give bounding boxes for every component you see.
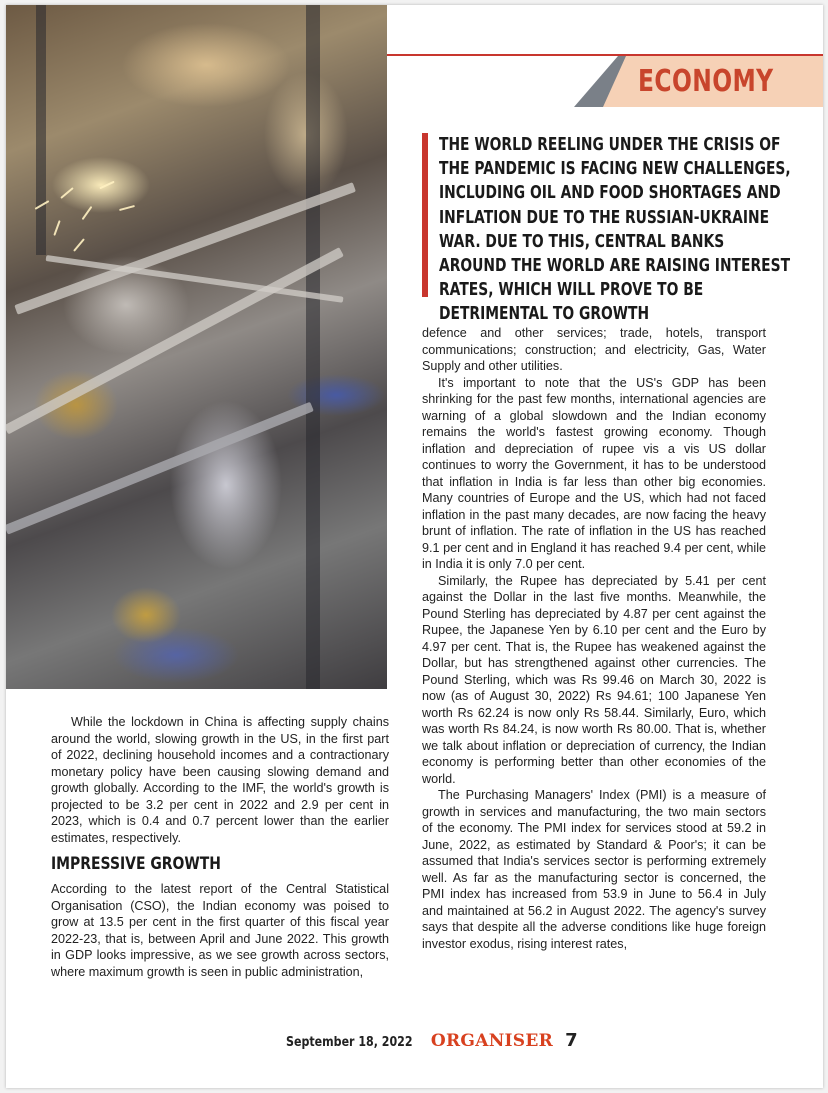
page-footer xyxy=(286,1030,578,1054)
body-paragraph: While the lockdown in China is affecting supply chains around the world, slowing growth in the US, in the first part of 2022, declining household incomes and a contractionary monetary policy have been causing slowing demand and growth globally. According to the IMF, the world's growth is projected to be 3.2 per cent in 2022 and 2.9 per cent in 2023, which is 0.4 and 0.7 percent lower than the earlier estimates, respectively. xyxy=(51,715,389,845)
right-column xyxy=(422,325,766,952)
body-paragraph: Similarly, the Rupee has depreciated by 5.41 per cent against the Dollar in the last five months. Meanwhile, the Pound Sterling has depreciated by 4.87 per cent against the Rupee, the Japanese Yen by 6.10 per cent and the Euro by 4.97 per cent. That is, the Rupee has weakened against the Dollar, but has strengthened against other currencies. The Pound Sterling, which was Rs 99.46 on March 30, 2022 is now (as of August 30, 2022) Rs 94.61; 100 Japanese Yen worth Rs 62.24 is now only Rs 58.44. Similarly, Euro, which was worth Rs 84.24, is now worth Rs 80.00. That is, whether we talk about inflation or depreciation of currency, the Indian economy is performing better than other economies of the world. xyxy=(422,573,766,786)
magazine-page xyxy=(6,5,823,1088)
section-label: ECONOMY xyxy=(638,64,774,99)
pull-quote: THE WORLD REELING UNDER THE CRISIS OF THE PANDEMIC IS FACING NEW CHALLENGES, INCLUDING OIL AND FOOD SHORTAGES AND INFLATION DUE TO THE RUSSIAN-UKRAINE WAR. DUE TO THIS, CENTRAL BANKS AROUND THE WORLD ARE RAISING INTEREST RATES, WHICH WILL PROVE TO BE DETRIMENTAL TO GROWTH xyxy=(439,134,791,325)
page-number: 7 xyxy=(565,1030,578,1051)
left-column xyxy=(51,714,389,980)
body-paragraph: defence and other services; trade, hotels, transport communications; construction; and electricity, Gas, Water Supply and other utilities. xyxy=(422,326,766,373)
publication-logo: ORGANISER xyxy=(430,1031,554,1051)
body-paragraph: According to the latest report of the Central Statistical Organisation (CSO), the Indian economy was poised to grow at 13.5 per cent in the first quarter of this fiscal year 2022-23, that is, between April and June 2022. This growth in GDP looks impressive, as we see growth across sectors, where maximum growth is seen in public administration, xyxy=(51,882,389,979)
section-heading: IMPRESSIVE GROWTH xyxy=(51,854,221,874)
factory-assembly-line-image xyxy=(6,5,387,689)
body-paragraph: The Purchasing Managers' Index (PMI) is a measure of growth in services and manufacturing, the two main sectors of the economy. The PMI index for services stood at 59.2 in June, 2022, as estimated by Standard & Poor's; it can be assumed that India's services sector is performing extremely well. As far as the manufacturing sector is concerned, the PMI index has increased from 53.9 in June to 56.4 in July and maintained at 56.2 in August 2022. The agency's survey says that despite all the adverse conditions like huge foreign investor exodus, rising interest rates, xyxy=(422,788,766,951)
pull-quote-bar xyxy=(422,133,428,297)
body-paragraph: It's important to note that the US's GDP has been shrinking for the past few months, international agencies are warning of a global slowdown and the Indian economy remains the world's fastest growing economy. Though inflation and depreciation of rupee vis a vis US dollar continues to worry the Government, it has to be understood that inflation in India is far less than other big economies. Many countries of Europe and the US, which had not faced inflation in the past many decades, are now facing the heavy brunt of inflation. The rate of inflation in the US has reached 9.1 per cent and in England it has reached 9.4 per cent, while in India it is only 7.0 per cent. xyxy=(422,375,766,571)
footer-date: September 18, 2022 xyxy=(286,1035,413,1050)
